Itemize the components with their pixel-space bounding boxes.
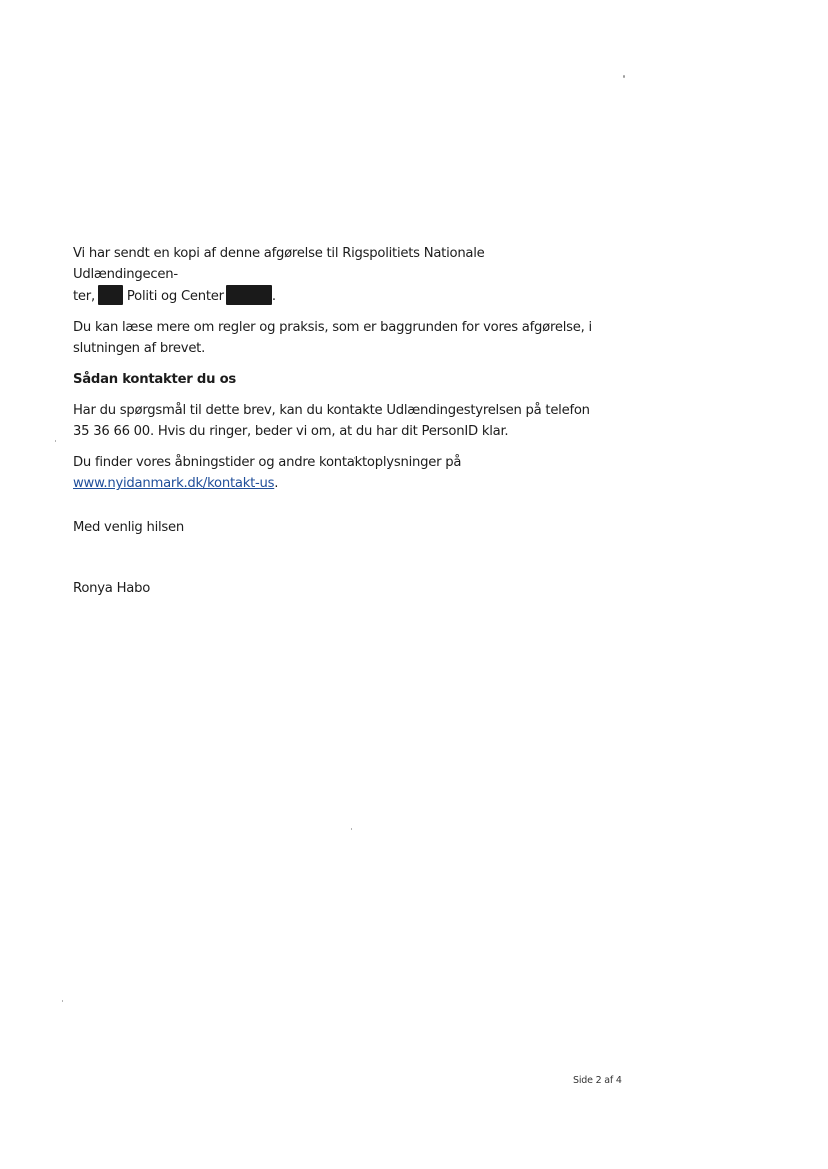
opening-hours-text: Du finder vores åbningstider og andre kontaktoplysninger på	[73, 455, 462, 470]
scan-speck	[55, 440, 56, 442]
copy-sent-line-2-start: ter,	[73, 289, 95, 304]
contact-link[interactable]: www.nyidanmark.dk/kontakt-us	[73, 476, 275, 491]
letter-body	[73, 243, 593, 504]
opening-hours-paragraph	[73, 452, 593, 494]
page-number: Side 2 af 4	[573, 1075, 622, 1086]
copy-sent-line-2-end: .	[271, 289, 276, 304]
copy-sent-line-1: Vi har sendt en kopi af denne afgørelse til Rigspolitiets Nationale Udlændingecen-	[73, 246, 485, 282]
scan-speck	[351, 828, 352, 830]
signature-name: Ronya Habo	[73, 581, 151, 596]
rules-paragraph: Du kan læse mere om regler og praksis, som er baggrunden for vores afgørelse, i slutningen af brevet.	[73, 320, 592, 356]
redaction-block	[226, 285, 272, 305]
scan-speck	[62, 1000, 63, 1002]
copy-sent-line-2-middle: Politi og Center	[126, 289, 224, 304]
contact-link-period: .	[274, 476, 279, 491]
contact-heading: Sådan kontakter du os	[73, 372, 236, 387]
phone-paragraph: Har du spørgsmål til dette brev, kan du kontakte Udlændingestyrelsen på telefon 35 36 66 00. Hvis du ringer, beder vi om, at du har dit PersonID klar.	[73, 403, 590, 439]
closing-greeting: Med venlig hilsen	[73, 520, 184, 535]
redaction-block	[98, 285, 123, 305]
copy-sent-paragraph	[73, 243, 593, 307]
scan-speck	[623, 75, 625, 78]
